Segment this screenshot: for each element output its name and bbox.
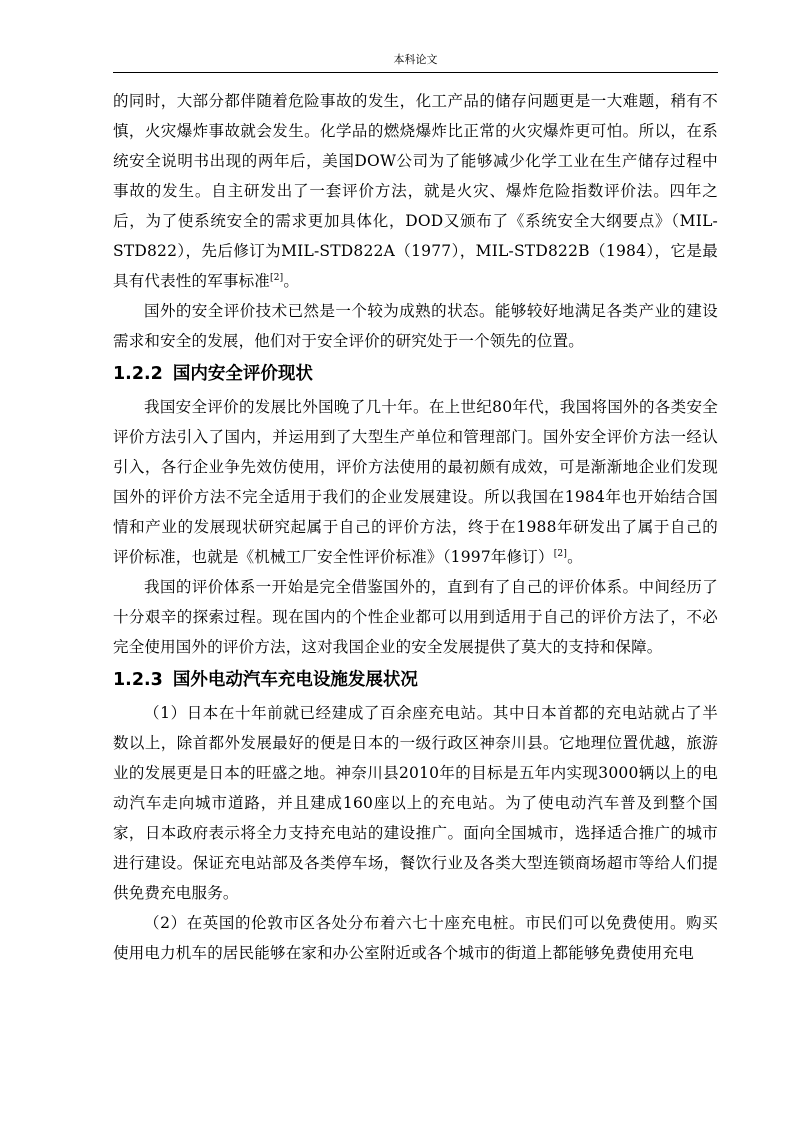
section-number: 1.2.2 xyxy=(113,364,163,384)
paragraph-text: 我国安全评价的发展比外国晚了几十年。在上世纪80年代，我国将国外的各类安全评价方法引入了国内，并运用到了大型生产单位和管理部门。国外安全评价方法一经认引入，各行企业争先效仿使用，评价方法使用的最初颇有成效，可是渐渐地企业们发现国外的评价方法不完全适用于我们的企业发展建设。所以我国在1984年也开始结合国情和产业的发展现状研究起属于自己的评价方法，终于在1988年研发出了属于自己的评价标准，也就是《机械工厂安全性评价标准》（1997年修订） xyxy=(113,398,718,566)
paragraph-text: （1）日本在十年前就已经建成了百余座充电站。其中日本首都的充电站就占了半数以上，除首都外发展最好的便是日本的一级行政区神奈川县。它地理位置优越，旅游业的发展更是日本的旺盛之地。神奈川县2010年的目标是五年内实现3000辆以上的电动汽车走向城市道路，并且建成160座以上的充电站。为了使电动汽车普及到整个国家，日本政府表示将全力支持充电站的建设推广。面向全国城市，选择适合推广的城市进行建设。保证充电站部及各类停车场，餐饮行业及各类大型连锁商场超市等给人们提供免费充电服务。 xyxy=(113,704,718,902)
citation-ref: [2] xyxy=(553,548,568,559)
header-divider xyxy=(113,72,718,73)
section-title: 国内安全评价现状 xyxy=(172,364,313,384)
paragraph xyxy=(113,392,718,572)
paragraph-text: （2）在英国的伦敦市区各处分布着六七十座充电桩。市民们可以免费使用。购买使用电力机车的居民能够在家和办公室附近或各个城市的街道上都能够免费使用充电 xyxy=(113,914,718,962)
paragraph xyxy=(113,296,718,356)
citation-ref: [2] xyxy=(270,272,284,283)
paragraph-tail: 。 xyxy=(567,548,583,566)
paragraph xyxy=(113,908,718,968)
section-title: 国外电动汽车充电设施发展状况 xyxy=(172,670,418,690)
paragraph xyxy=(113,698,718,908)
paragraph xyxy=(113,86,718,296)
page-header: 本科论文 xyxy=(393,53,438,66)
paragraph-tail: 。 xyxy=(283,272,300,290)
document-body xyxy=(113,86,718,968)
section-heading xyxy=(113,662,718,698)
section-heading xyxy=(113,356,718,392)
paragraph-text: 国外的安全评价技术已然是一个较为成熟的状态。能够较好地满足各类产业的建设需求和安全的发展，他们对于安全评价的研究处于一个领先的位置。 xyxy=(113,302,718,350)
paragraph-text: 的同时，大部分都伴随着危险事故的发生，化工产品的储存问题更是一大难题，稍有不慎，火灾爆炸事故就会发生。化学品的燃烧爆炸比正常的火灾爆炸更可怕。所以，在系统安全说明书出现的两年后，美国DOW公司为了能够减少化学工业在生产储存过程中事故的发生。自主研发出了一套评价方法，就是火灾、爆炸危险指数评价法。四年之后，为了使系统安全的需求更加具体化，DOD又颁布了《系统安全大纲要点》（MIL-STD822），先后修订为MIL-STD822A（1977），MIL-STD822B（1984），它是最具有代表性的军事标准 xyxy=(113,92,718,290)
paragraph-text: 我国的评价体系一开始是完全借鉴国外的，直到有了自己的评价体系。中间经历了十分艰辛的探索过程。现在国内的个性企业都可以用到适用于自己的评价方法了，不必完全使用国外的评价方法，这对我国企业的安全发展提供了莫大的支持和保障。 xyxy=(113,578,718,656)
paragraph xyxy=(113,572,718,662)
section-number: 1.2.3 xyxy=(113,670,163,690)
